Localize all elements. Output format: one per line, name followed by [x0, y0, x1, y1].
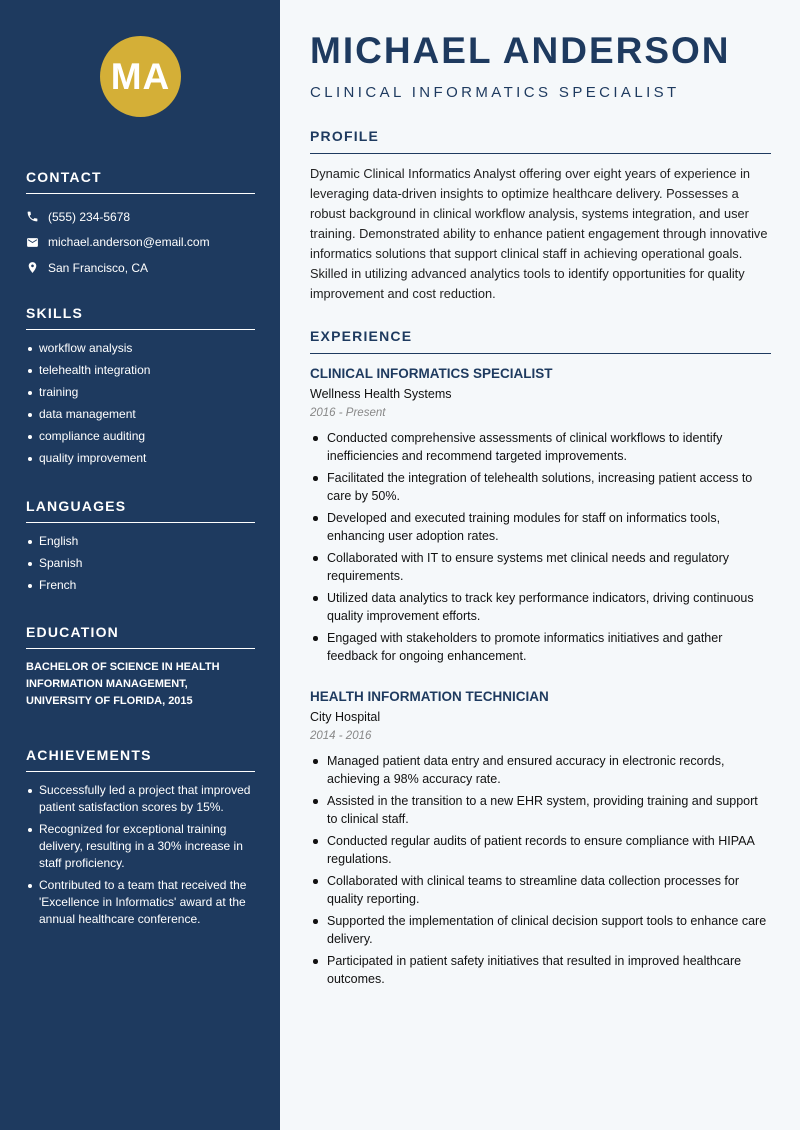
profile-text: Dynamic Clinical Informatics Analyst offering over eight years of experience in leveraging data-driven insights to optimize healthcare delivery. Possesses a robust background in clinical workflow analysis, systems integration, and user training. Demonstrated ability to enhance patient engagement through innovative informatics solutions that support clinical staff in achieving operational goals. Skilled in utilizing advanced analytics tools to identify opportunities for quality improvement and cost reduction. [310, 166, 768, 301]
job-entry [310, 689, 771, 992]
contact-location-text: San Francisco, CA [48, 260, 149, 275]
sidebar [0, 0, 280, 1130]
list-item: Conducted comprehensive assessments of clinical workflows to identify inefficiencies and recommend targeted improvements. [310, 429, 771, 465]
job-dates: 2016 - Present [310, 407, 386, 419]
contact-heading: CONTACT [26, 169, 255, 194]
education-section [26, 624, 255, 710]
list-item: workflow analysis [26, 340, 255, 357]
list-item: Participated in patient safety initiatives that resulted in improved healthcare outcomes. [310, 952, 771, 988]
list-item: Supported the implementation of clinical decision support tools to enhance care delivery. [310, 912, 771, 948]
job-company: City Hospital [310, 710, 381, 724]
list-item: Engaged with stakeholders to promote informatics initiatives and gather feedback for ongoing enhancement. [310, 629, 771, 665]
achievements-list [26, 782, 255, 928]
experience-section [310, 328, 771, 354]
list-item: French [26, 577, 255, 594]
job-bullets [310, 752, 771, 988]
experience-heading: EXPERIENCE [310, 328, 771, 354]
education-text: BACHELOR OF SCIENCE IN HEALTH INFORMATION MANAGEMENT, UNIVERSITY OF FLORIDA, 2015 [26, 661, 220, 707]
contact-email [26, 230, 255, 256]
avatar: MA [100, 36, 181, 117]
contact-phone-text[interactable]: (555) 234-5678 [48, 209, 131, 224]
languages-heading: LANGUAGES [26, 498, 255, 523]
profile-section [310, 128, 771, 304]
contact-phone [26, 204, 255, 230]
list-item: data management [26, 406, 255, 423]
list-item: Successfully led a project that improved patient satisfaction scores by 15%. [26, 782, 255, 816]
list-item: compliance auditing [26, 428, 255, 445]
list-item: Recognized for exceptional training delivery, resulting in a 30% increase in staff proficiency. [26, 821, 255, 872]
list-item: Utilized data analytics to track key performance indicators, driving continuous quality improvement efforts. [310, 589, 771, 625]
skills-heading: SKILLS [26, 305, 255, 330]
job-dates: 2014 - 2016 [310, 730, 372, 742]
achievements-section [26, 747, 255, 933]
contact-location [26, 255, 255, 281]
list-item: Facilitated the integration of telehealth solutions, increasing patient access to care by 50%. [310, 469, 771, 505]
education-heading: EDUCATION [26, 624, 255, 649]
contact-section [26, 169, 255, 281]
list-item: training [26, 384, 255, 401]
list-item: Developed and executed training modules for staff on informatics tools, enhancing user adoption rates. [310, 509, 771, 545]
contact-list [26, 204, 255, 281]
list-item: Conducted regular audits of patient records to ensure compliance with HIPAA regulations. [310, 832, 771, 868]
list-item: Collaborated with IT to ensure systems met clinical needs and regulatory requirements. [310, 549, 771, 585]
job-title: CLINICAL INFORMATICS SPECIALIST [310, 366, 553, 381]
email-icon [26, 236, 39, 249]
job-company: Wellness Health Systems [310, 387, 452, 401]
list-item: Spanish [26, 555, 255, 572]
candidate-title: CLINICAL INFORMATICS SPECIALIST [310, 84, 680, 101]
job-title: HEALTH INFORMATION TECHNICIAN [310, 689, 549, 704]
languages-section [26, 498, 255, 599]
phone-icon [26, 210, 39, 223]
list-item: Collaborated with clinical teams to streamline data collection processes for quality reporting. [310, 872, 771, 908]
skills-list [26, 340, 255, 467]
contact-email-text[interactable]: michael.anderson@email.com [48, 235, 210, 250]
list-item: Assisted in the transition to a new EHR system, providing training and support to clinical staff. [310, 792, 771, 828]
list-item: English [26, 533, 255, 550]
job-bullets [310, 429, 771, 665]
job-entry [310, 366, 771, 669]
list-item: Contributed to a team that received the 'Excellence in Informatics' award at the annual healthcare conference. [26, 877, 255, 928]
list-item: quality improvement [26, 450, 255, 467]
list-item: telehealth integration [26, 362, 255, 379]
profile-heading: PROFILE [310, 128, 771, 154]
list-item: Managed patient data entry and ensured accuracy in electronic records, achieving a 98% accuracy rate. [310, 752, 771, 788]
location-icon [26, 261, 39, 274]
candidate-name: MICHAEL ANDERSON [310, 30, 731, 71]
achievements-heading: ACHIEVEMENTS [26, 747, 255, 772]
skills-section [26, 305, 255, 472]
languages-list [26, 533, 255, 594]
